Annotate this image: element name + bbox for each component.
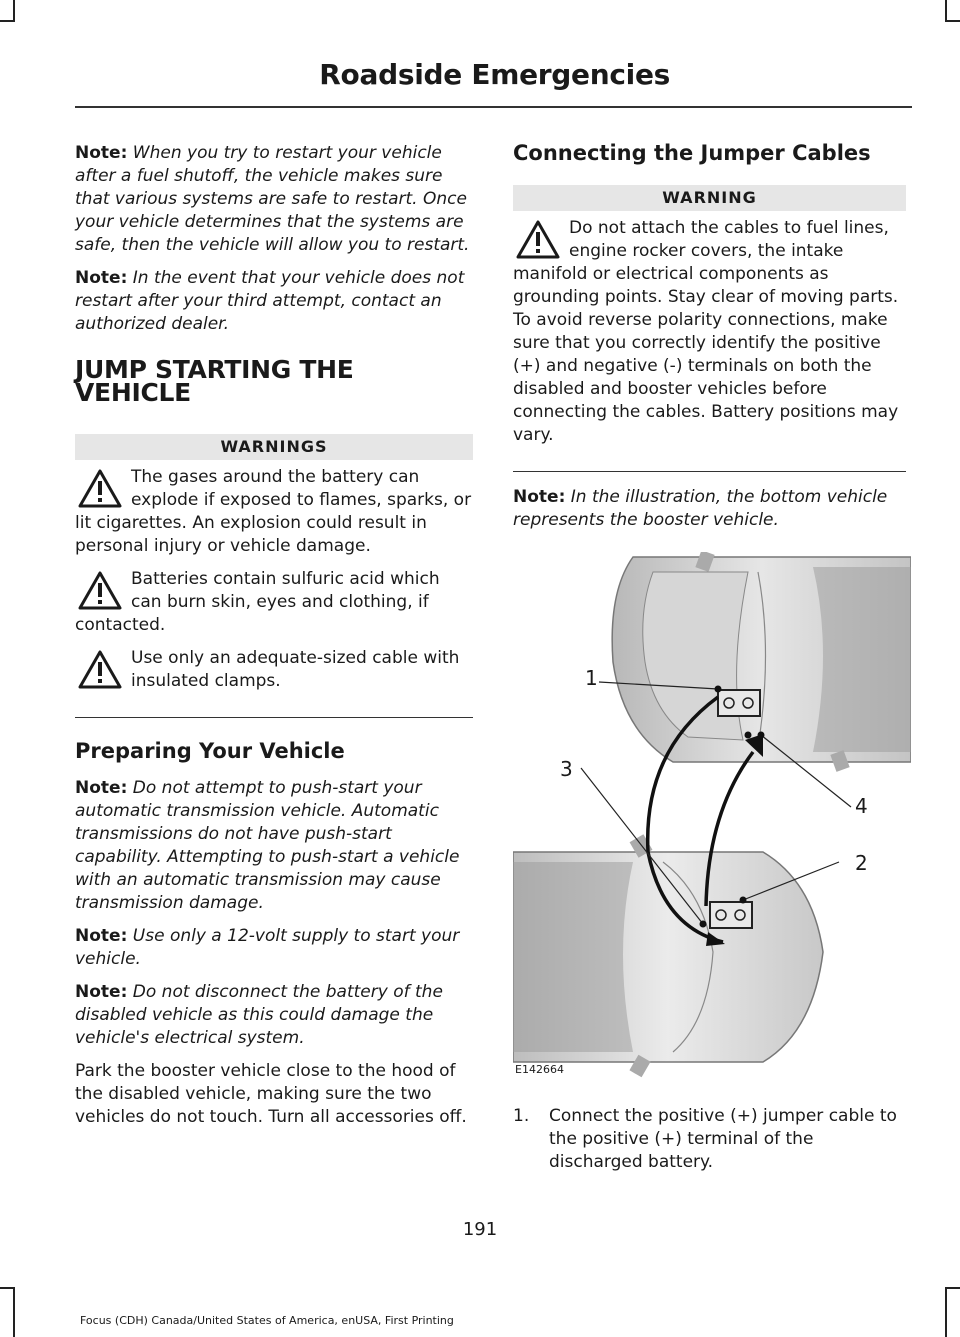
left-column [75, 142, 473, 1139]
warning-text: The gases around the battery can explode if exposed to flames, sparks, or lit cigarettes. An explosion could result in personal injury or vehicle damage. [75, 467, 472, 556]
note-label: Note: [75, 268, 128, 288]
jumper-cable-diagram [513, 552, 911, 1087]
warning-item [75, 568, 473, 637]
warning-text: Batteries contain sulfuric acid which can burn skin, eyes and clothing, if contacted. [75, 569, 440, 635]
note-label: Note: [75, 982, 128, 1002]
crop-mark [945, 1287, 960, 1289]
note [75, 777, 473, 915]
warning-triangle-icon [75, 568, 125, 612]
note [75, 981, 473, 1050]
booster-vehicle [513, 834, 823, 1077]
note [75, 142, 473, 257]
note-label: Note: [513, 487, 566, 507]
note-text: Do not disconnect the battery of the disabled vehicle as this could damage the vehicle's electrical system. [75, 982, 443, 1048]
crop-mark [0, 1287, 15, 1289]
right-column [513, 142, 906, 1174]
header-rule [75, 106, 912, 108]
page-header-title: Roadside Emergencies [319, 58, 670, 91]
warning-item [75, 647, 473, 693]
warning-triangle-icon [513, 217, 563, 261]
subsection-title: Connecting the Jumper Cables [513, 141, 871, 165]
callout-label-1: 1 [585, 666, 598, 690]
crop-mark [945, 20, 960, 22]
booster-battery [710, 902, 752, 928]
note-text: In the event that your vehicle does not restart after your third attempt, contact an authorized dealer. [75, 268, 465, 334]
figure-id: E142664 [515, 1063, 564, 1076]
warning-text: Use only an adequate-sized cable with insulated clamps. [131, 648, 460, 691]
note [75, 267, 473, 336]
callout-label-3: 3 [560, 757, 573, 781]
note-label: Note: [75, 778, 128, 798]
warning-item [513, 217, 906, 447]
note-label: Note: [75, 143, 128, 163]
note [75, 925, 473, 971]
callout-label-2: 2 [855, 851, 868, 875]
crop-mark [13, 1287, 15, 1337]
warning-triangle-icon [75, 647, 125, 691]
subsection-title: Preparing Your Vehicle [75, 739, 345, 763]
crop-mark [13, 0, 15, 22]
footer-text: Focus (CDH) Canada/United States of America, enUSA, First Printing [80, 1314, 454, 1327]
warning-item [75, 466, 473, 558]
section-title: JUMP STARTING THE VEHICLE [75, 355, 354, 407]
warning-triangle-icon [75, 466, 125, 510]
crop-mark [945, 1287, 947, 1337]
warning-bar: WARNING [513, 185, 906, 211]
note-text: In the illustration, the bottom vehicle represents the booster vehicle. [513, 487, 888, 530]
page-number: 191 [462, 1219, 498, 1240]
warnings-divider [75, 703, 473, 718]
crop-mark [0, 20, 15, 22]
list-number: 1. [513, 1106, 530, 1126]
warning-text: Do not attach the cables to fuel lines, engine rocker covers, the intake manifold or electrical components as grounding points. Stay clear of moving parts. To avoid reverse polarity connections, make sure that you correctly identify the positive (+) and negative (-) terminals on both the disabled and booster vehicles before connecting the cables. Battery positions may vary. [513, 218, 899, 445]
list-text: Connect the positive (+) jumper cable to the positive (+) terminal of the discharged battery. [549, 1106, 897, 1172]
note-label: Note: [75, 926, 128, 946]
warning-divider [513, 457, 906, 472]
paragraph: Park the booster vehicle close to the hood of the disabled vehicle, making sure the two vehicles do not touch. Turn all accessories off. [75, 1061, 467, 1127]
warnings-bar: WARNINGS [75, 434, 473, 460]
note [513, 486, 906, 532]
note-text: Do not attempt to push-start your automatic transmission vehicle. Automatic transmissions do not have push-start capability. Attempting to push-start a vehicle with an automatic transmission may cause transmission damage. [75, 778, 460, 913]
note-text: When you try to restart your vehicle after a fuel shutoff, the vehicle makes sure that various systems are safe to restart. Once your vehicle determines that the systems are safe, then the vehicle will allow you to restart. [75, 143, 470, 255]
disabled-battery [718, 690, 760, 716]
callout-label-4: 4 [855, 794, 868, 818]
diagram-svg [513, 552, 911, 1087]
list-item [513, 1105, 906, 1174]
note-text: Use only a 12-volt supply to start your vehicle. [75, 926, 460, 969]
crop-mark [945, 0, 947, 22]
